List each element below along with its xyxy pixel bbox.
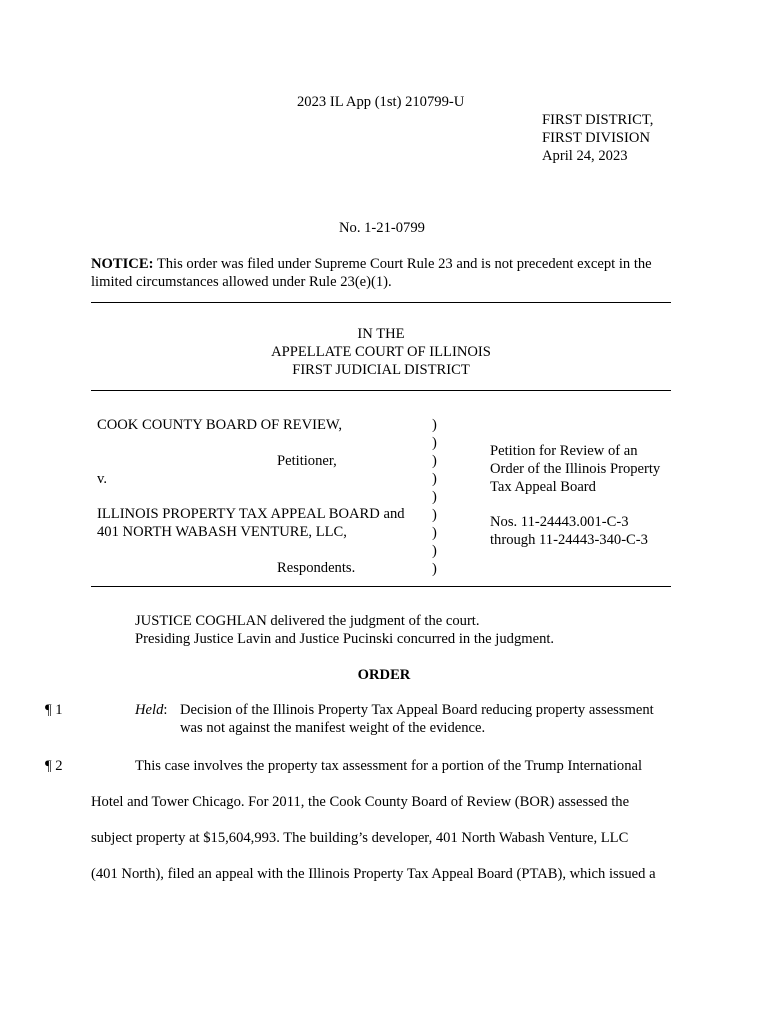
paren: ) bbox=[432, 525, 437, 541]
petition-line: Tax Appeal Board bbox=[490, 479, 596, 495]
judges-statement bbox=[135, 612, 554, 648]
notice-text-line1: This order was filed under Supreme Court Rule 23 and is not precedent except in the bbox=[153, 256, 652, 272]
judges-line: Presiding Justice Lavin and Justice Pucinski concurred in the judgment. bbox=[135, 631, 555, 647]
court-heading bbox=[191, 325, 571, 379]
held-line: was not against the manifest weight of the evidence. bbox=[180, 720, 486, 736]
agency-number-line: Nos. 11-24443.001-C-3 bbox=[490, 514, 629, 530]
notice bbox=[91, 255, 652, 291]
paren: ) bbox=[432, 543, 437, 559]
held-label: Held: bbox=[135, 702, 168, 718]
divider-middle bbox=[91, 390, 671, 391]
court-heading-line: IN THE bbox=[357, 326, 405, 342]
paren: ) bbox=[432, 417, 437, 433]
held-text bbox=[180, 701, 654, 737]
paragraph-mark-1: ¶ 1 bbox=[45, 702, 63, 718]
agency-numbers bbox=[490, 513, 648, 549]
divider-bottom bbox=[91, 586, 671, 587]
petition-line: Petition for Review of an bbox=[490, 443, 638, 459]
paren: ) bbox=[432, 453, 437, 469]
petition-line: Order of the Illinois Property bbox=[490, 461, 661, 477]
petitioner-role: Petitioner, bbox=[277, 453, 337, 469]
court-heading-line: APPELLATE COURT OF ILLINOIS bbox=[271, 344, 491, 360]
judges-line: JUSTICE COGHLAN delivered the judgment of the court. bbox=[135, 613, 480, 629]
court-heading-line: FIRST JUDICIAL DISTRICT bbox=[292, 362, 470, 378]
notice-label: NOTICE: bbox=[91, 256, 154, 272]
respondent-name bbox=[97, 505, 405, 541]
paren: ) bbox=[432, 435, 437, 451]
paragraph-2-line: (401 North), filed an appeal with the Illinois Property Tax Appeal Board (PTAB), which issued a bbox=[91, 866, 656, 882]
petitioner-name: COOK COUNTY BOARD OF REVIEW, bbox=[97, 417, 342, 433]
divider-top bbox=[91, 302, 671, 303]
versus: v. bbox=[97, 471, 107, 487]
citation: 2023 IL App (1st) 210799-U bbox=[297, 94, 465, 110]
held-label-text: Held bbox=[135, 702, 164, 718]
agency-number-line: through 11-24443-340-C-3 bbox=[490, 532, 648, 548]
paren: ) bbox=[432, 561, 437, 577]
held-line: Decision of the Illinois Property Tax Appeal Board reducing property assessment bbox=[180, 702, 654, 718]
respondent-line: ILLINOIS PROPERTY TAX APPEAL BOARD and bbox=[97, 506, 405, 522]
paragraph-2-line: subject property at $15,604,993. The building’s developer, 401 North Wabash Venture, LLC bbox=[91, 830, 629, 846]
district-line: FIRST DISTRICT, bbox=[542, 112, 654, 128]
paragraph-mark-2: ¶ 2 bbox=[45, 758, 63, 774]
paren: ) bbox=[432, 507, 437, 523]
order-title bbox=[0, 666, 768, 684]
filing-date: April 24, 2023 bbox=[542, 148, 628, 164]
order-title-text: ORDER bbox=[357, 667, 411, 683]
paragraph-2-line: This case involves the property tax assessment for a portion of the Trump International bbox=[135, 758, 643, 774]
caption-parentheses bbox=[432, 416, 444, 578]
petition-description bbox=[490, 442, 660, 496]
case-number: No. 1-21-0799 bbox=[339, 220, 425, 236]
respondent-line: 401 NORTH WABASH VENTURE, LLC, bbox=[97, 524, 347, 540]
respondent-role: Respondents. bbox=[277, 560, 356, 576]
division-line: FIRST DIVISION bbox=[542, 130, 650, 146]
paragraph-2-line: Hotel and Tower Chicago. For 2011, the Cook County Board of Review (BOR) assessed the bbox=[91, 794, 630, 810]
paren: ) bbox=[432, 489, 437, 505]
paren: ) bbox=[432, 471, 437, 487]
district-block bbox=[542, 111, 653, 165]
notice-text-line2: limited circumstances allowed under Rule 23(e)(1). bbox=[91, 274, 392, 290]
